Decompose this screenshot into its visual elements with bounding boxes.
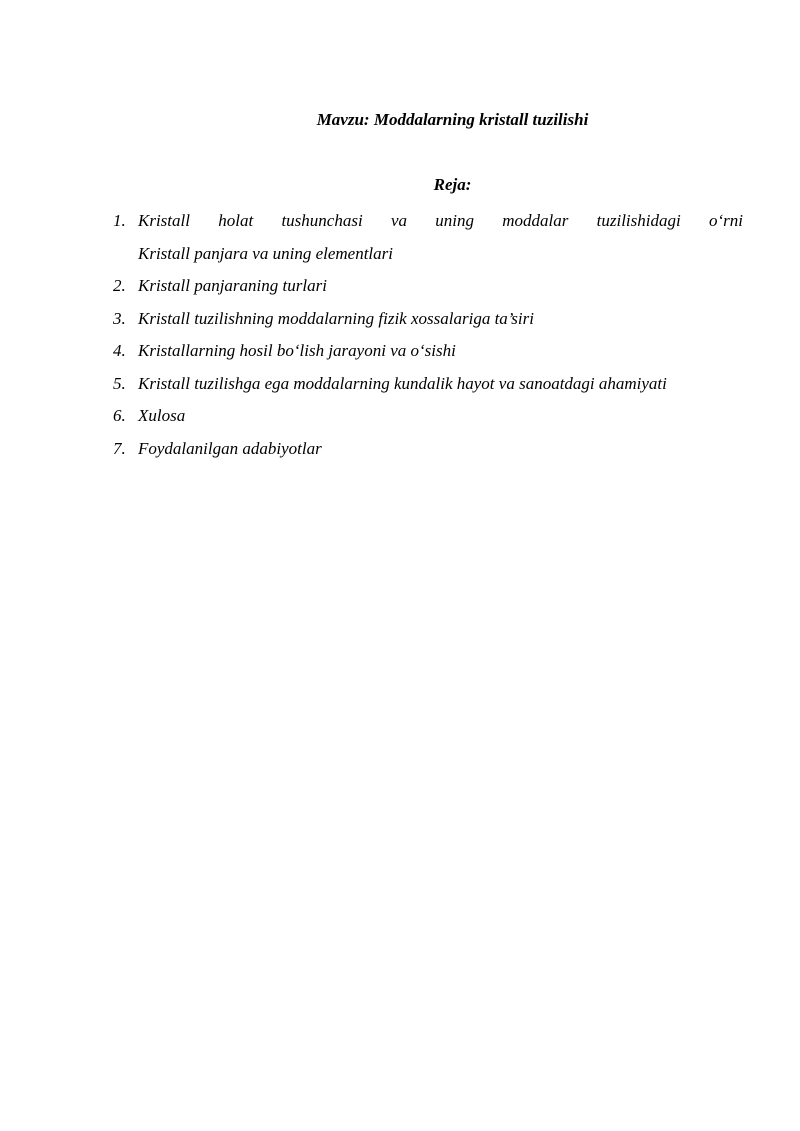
plan-item-4: [113, 335, 743, 368]
plan-item-number: 3.: [113, 308, 126, 328]
plan-item-line: Kristall holat tushunchasi va uning moddalar tuzilishidagi o‘rni: [138, 211, 743, 230]
plan-item-line: Kristall panjara va uning elementlari: [138, 243, 393, 263]
plan-item-text: Kristall tuzilishga ega moddalarning kundalik hayot va sanoatdagi ahamiyati: [138, 373, 667, 393]
plan-item-7: [113, 433, 743, 466]
plan-item-6: [113, 400, 743, 433]
plan-item-number: 2.: [113, 276, 126, 295]
plan-item-2: [113, 270, 743, 303]
plan-item-5: [113, 368, 743, 401]
plan-item-text: [138, 205, 743, 270]
plan-item-3: [113, 303, 743, 336]
plan-item-text: Foydalanilgan adabiyotlar: [138, 438, 322, 458]
page-title: Mavzu: Moddalarning kristall tuzilishi: [316, 110, 589, 129]
plan-item-number: 1.: [113, 211, 126, 230]
plan-item-text: Xulosa: [138, 406, 186, 425]
plan-item-1: [113, 205, 743, 270]
plan-item-text: Kristall panjaraning turlari: [138, 276, 327, 295]
plan-item-number: 5.: [113, 373, 126, 393]
plan-item-text: Kristallarning hosil bo‘lish jarayoni va o‘sishi: [138, 341, 456, 360]
plan-item-number: 4.: [113, 341, 126, 360]
plan-item-number: 6.: [113, 406, 126, 425]
plan-item-number: 7.: [113, 438, 126, 458]
plan-list: [113, 205, 743, 465]
plan-item-text: Kristall tuzilishning moddalarning fizik xossalariga ta’siri: [138, 308, 534, 328]
plan-heading: Reja:: [433, 175, 472, 194]
